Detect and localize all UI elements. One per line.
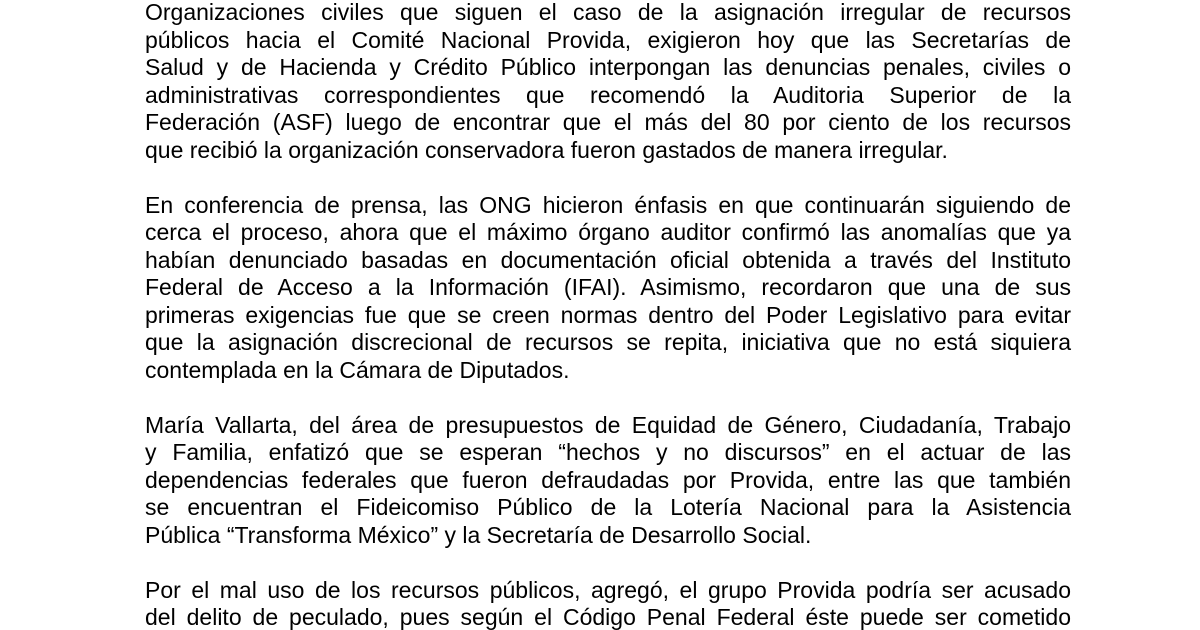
document-body <box>145 0 1071 630</box>
paragraph-line: En conferencia de prensa, las ONG hicieron énfasis en que continuarán siguiendo de <box>145 191 1071 218</box>
paragraph-3 <box>145 412 1071 550</box>
paragraph-line: Salud y de Hacienda y Crédito Público interpongan las denuncias penales, civiles o <box>145 54 1071 80</box>
paragraph-line: Federación (ASF) luego de encontrar que el más del 80 por ciento de los recursos <box>145 109 1071 135</box>
paragraph-4 <box>145 577 1071 630</box>
paragraph-line: Organizaciones civiles que siguen el caso de la asignación irregular de recursos <box>145 0 1071 25</box>
paragraph-line: públicos hacia el Comité Nacional Provida, exigieron hoy que las Secretarías de <box>145 26 1071 53</box>
paragraph-line: administrativas correspondientes que recomendó la Auditoria Superior de la <box>145 81 1071 108</box>
paragraph-1 <box>145 0 1071 164</box>
paragraph-line: Federal de Acceso a la Información (IFAI). Asimismo, recordaron que una de sus <box>145 274 1071 300</box>
paragraph-line: del delito de peculado, pues según el Código Penal Federal éste puede ser cometido <box>145 604 1071 630</box>
paragraph-line: se encuentran el Fideicomiso Público de la Lotería Nacional para la Asistencia <box>145 494 1071 520</box>
paragraph-line: María Vallarta, del área de presupuestos de Equidad de Género, Ciudadanía, Trabajo <box>145 411 1071 438</box>
paragraph-line: y Familia, enfatizó que se esperan “hechos y no discursos” en el actuar de las <box>145 439 1071 465</box>
paragraph-line: Por el mal uso de los recursos públicos, agregó, el grupo Provida podría ser acusado <box>145 576 1071 603</box>
paragraph-line: dependencias federales que fueron defraudadas por Provida, entre las que también <box>145 466 1071 493</box>
paragraph-line: primeras exigencias fue que se creen normas dentro del Poder Legislativo para evitar <box>145 301 1071 328</box>
paragraph-line: habían denunciado basadas en documentación oficial obtenida a través del Instituto <box>145 246 1071 273</box>
paragraph-spacer <box>145 384 1071 412</box>
paragraph-line: que recibió la organización conservadora fueron gastados de manera irregular. <box>145 136 948 163</box>
paragraph-spacer <box>145 164 1071 192</box>
paragraph-2 <box>145 192 1071 385</box>
paragraph-line: que la asignación discrecional de recursos se repita, iniciativa que no está siquiera <box>145 329 1071 355</box>
paragraph-spacer <box>145 549 1071 577</box>
paragraph-line: contemplada en la Cámara de Diputados. <box>145 356 570 383</box>
paragraph-line: Pública “Transforma México” y la Secretaría de Desarrollo Social. <box>145 521 812 548</box>
paragraph-line: cerca el proceso, ahora que el máximo órgano auditor confirmó las anomalías que ya <box>145 219 1071 245</box>
